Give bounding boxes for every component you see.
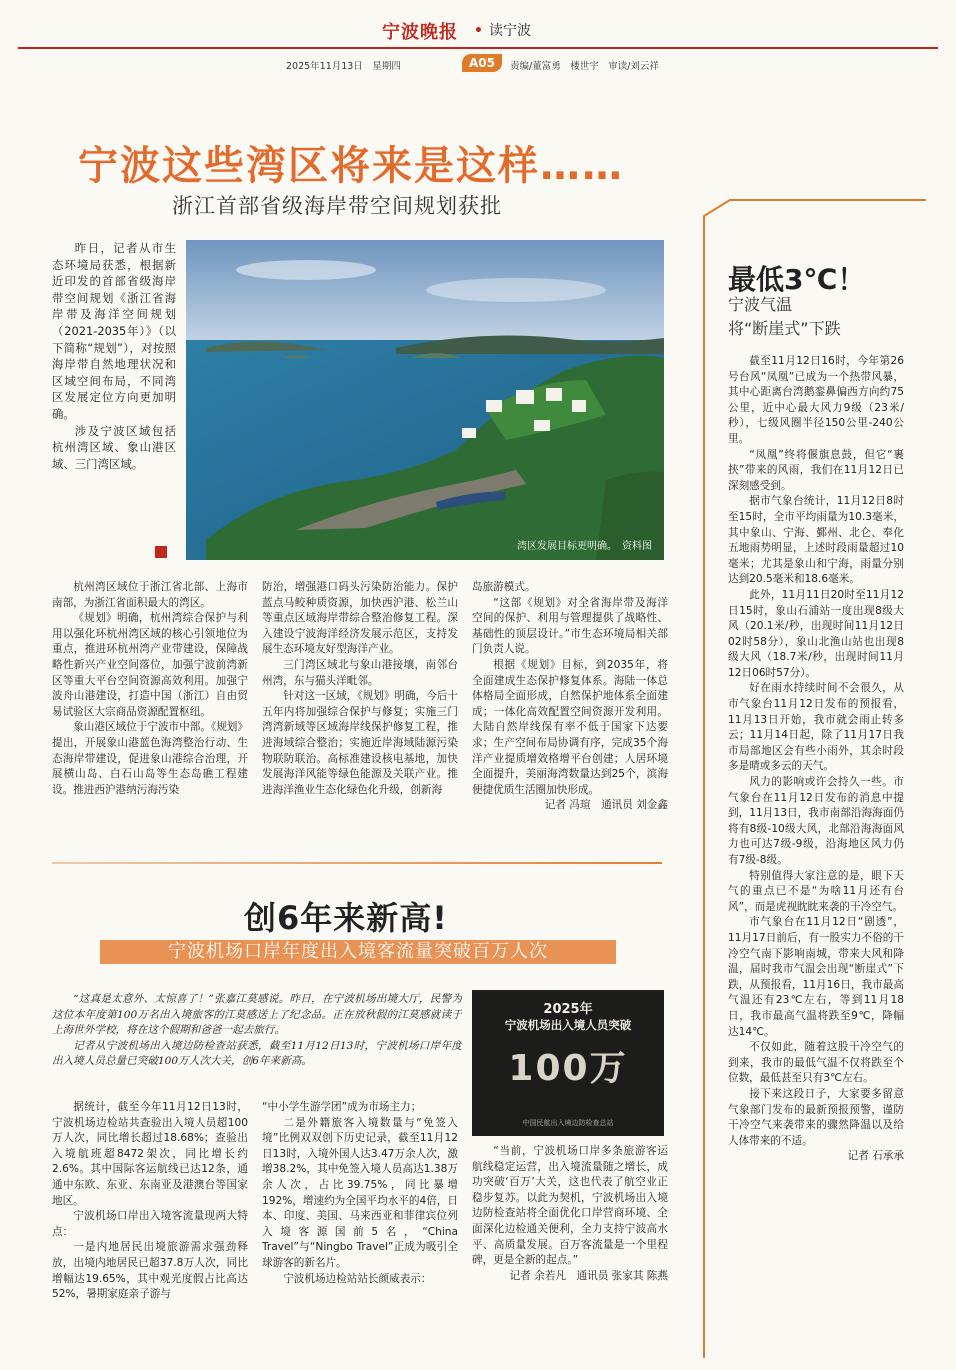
body-paragraph: 二是外籍旅客入境数量与“免签入境”比例双双创下历史记录，截至11月12日13时，入境外国人达3.47万余人次，激增38.2%，其中免签入境人员高达1.38万余人次，占比39.75%，同比暴增192%，增速约为全国平均水平的4倍，日本、印度、美国、马来西亚和菲律宾位列入境客源国前5名，“China Travel”与“Ningbo Travel”正成为吸引全球游客的新名片。 xyxy=(262,1116,458,1269)
poster-year: 2025年 xyxy=(543,1002,593,1017)
story-divider xyxy=(52,862,662,864)
body-paragraph: “凤凰”终将偃旗息鼓，但它“裹挟”带来的风雨，我们在11月12日已深刻感受到。 xyxy=(728,448,904,492)
body-paragraph: 据统计，截至今年11月12日13时，宁波机场边检站共查验出入境人员超100万人次，同比增长超过18.68%；查验出入境航班超8472架次，同比增长约2.6%。其中国际客运航线已达12条，通通中东欧、东亚、东南亚及港澳台等国家地区。 xyxy=(52,1101,248,1207)
story2-column-2 xyxy=(262,1100,458,1340)
body-paragraph: 截至11月12日16时，今年第26号台风“凤凰”已成为一个热带风暴，其中心距离台湾鹅銮鼻偏西方向约75公里，近中心最大风力9级（23米/秒），七级风圈半径150公里-240公里。 xyxy=(728,355,904,445)
body-paragraph: “当前，宁波机场口岸多条旅游客运航线稳定运营，出入境流量随之增长，成功突破‘百万’大关，这也代表了航空业正稳步复苏。以此为契机，宁波机场出入境边防检查站将全面优化口岸营商环境、全面深化边检通关便利，全力支持宁波高水平、高质量发展。百万客流量是一个里程碑，更是全新的起点。” xyxy=(472,1145,668,1267)
story2-column-1 xyxy=(52,1100,248,1340)
story2-column-3 xyxy=(472,1144,668,1344)
body-paragraph: 宁波机场口岸出入境客流量现两大特点： xyxy=(52,1210,248,1238)
sidebar-subheadline-1: 宁波气温 xyxy=(728,295,793,314)
page-number-badge: A05 xyxy=(462,54,502,72)
poster-line: 宁波机场出入境人员突破 xyxy=(504,1018,632,1032)
header-rule xyxy=(18,47,938,49)
body-paragraph: 市气象台在11月12日“剧透”，11月17日前后，有一股实力不俗的干冷空气南下影响南城，带来大风和降温，届时我市气温会出现“断崖式”下跌，从预报看，11月16日，我市最高气温还有23℃左右，等到11月18日，我市最高气温将跌至9℃，降幅达14℃。 xyxy=(728,916,904,1038)
sidebar-frame-line xyxy=(700,196,930,256)
milestone-poster-image xyxy=(472,990,664,1136)
body-paragraph: 杭州湾区域位于浙江省北部、上海市南部，为浙江省面积最大的湾区。 xyxy=(52,581,248,609)
section-label xyxy=(474,20,531,40)
body-paragraph: 一是内地居民出境旅游需求强劲释放，出境内地居民已超37.8万人次，同比增幅达19.65%，其中观光度假占比高达52%，暑期家庭亲子游与 xyxy=(52,1241,248,1301)
newspaper-logo: 宁波晚报 xyxy=(382,22,458,43)
sidebar-headline: 最低3℃！ xyxy=(728,263,866,296)
story1-headline: 宁波这些湾区将来是这样…… xyxy=(78,143,624,189)
sidebar-column xyxy=(728,354,904,1354)
body-paragraph: 不仅如此，随着这股干冷空气的到来，我市的最低气温不仅将跌至个位数，最低甚至只有3℃左右。 xyxy=(728,1041,904,1085)
body-paragraph: 宁波机场边检站站长颜威表示： xyxy=(283,1272,432,1285)
intro-paragraph: 涉及宁波区域包括杭州湾区域、象山港区域、三门湾区域。 xyxy=(52,423,176,471)
body-paragraph: 好在雨水持续时间不会很久，从市气象台11月12日发布的预报看，11月13日开始，我市就会雨止转多云；11月14日起，除了11月17日我市局部地区会有些小雨外，其余时段多是晴或多云的天气。 xyxy=(728,682,904,773)
body-paragraph: 针对这一区域，《规划》明确，今后十五年内将加强综合保护与修复；实施三门湾湾新域等区域海岸线保护修复工程，推进海域综合整治；实施近岸海域陆源污染物联防联治。高标准建设核电基地，加快发展海洋风能等绿色能源及关联产业。推进海洋渔业生态化绿色化升级，创新海 xyxy=(262,690,458,796)
sidebar-byline: 记者 石承承 xyxy=(847,1150,904,1163)
poster-footer: 中国民航出入境边防检查总站 xyxy=(522,1119,614,1127)
body-paragraph: 据市气象台统计，11月12日8时至15时，全市平均雨量为10.3毫米，其中象山、宁海、鄞州、北仑、奉化五地雨势明显，上述时段雨量超过10毫米；尤其是象山和宁海，雨量分别达到20.5毫米和18.6毫米。 xyxy=(728,495,904,586)
lead-paragraph: “这真是太意外、太惊喜了！”张嘉江莫感说。昨日，在宁波机场出境大厅，民警为这位本年度第100万名出入境旅客的江莫感送上了纪念品。正在放秋假的江莫感就读于上海世外学校，将在这个假期和爸爸一起去旅行。 xyxy=(52,993,462,1037)
body-paragraph: 根据《规划》目标，到2035年，将全面建成生态保护修复体系。海陆一体总体格局全面形成，自然保护地体系全面建成；一体化高效配置空间资源开发利用。大陆自然岸线保有率不低于国家下达要求；生产空间布局协调有序，完成35个海洋产业提质增效格增平台创建；人居环境全面提升，美丽海湾数量达到25个，滨海便捷优质生活圈加快形成。 xyxy=(472,658,668,796)
bullet-icon: • xyxy=(474,23,483,39)
body-paragraph: 特别值得大家注意的是，眼下天气的重点已不是“为啥11月还有台风”，而是虎视眈眈来袭的干冷空气。 xyxy=(728,869,904,913)
story2-byline: 记者 余若凡 通讯员 张家其 陈燕 xyxy=(509,1269,668,1282)
lead-paragraph: 记者从宁波机场出入境边防检查站获悉，截至11月12日13时，宁波机场口岸年度出入境人员总量已突破100万人次大关，创6年来新高。 xyxy=(52,1039,462,1068)
body-paragraph: 风力的影响或许会持久一些。市气象台在11月12日发布的消息中提到，11月13日，我市南部沿海海面仍将有8级-10级大风，北部沿海海面风力也可达7级-9级，沿海地区风力仍有7级-8级。 xyxy=(728,776,904,866)
story2-banner: 宁波机场口岸年度出入境客流量突破百万人次 xyxy=(100,940,616,964)
body-paragraph: 此外，11月11日20时至11月12日15时，象山石浦站一度出现8级大风（20.1米/秒，出现时间11月12日02时58分），象山北渔山站也出现8级大风（18.7米/秒，出现时间11月12日06时57分）。 xyxy=(728,588,904,679)
story1-byline: 记者 冯瑄 通讯员 刘金鑫 xyxy=(544,799,668,812)
body-paragraph: 岛旅游模式。 xyxy=(472,581,536,593)
section-name: 读宁波 xyxy=(488,23,531,39)
issue-date: 2025年11月13日 星期四 xyxy=(286,61,401,72)
editors-credit: 责编/董富勇 楼世宇 审读/刘云祥 xyxy=(510,61,659,72)
body-paragraph: 接下来这段日子，大家要多留意气象部门发布的最新预报预警，谨防干冷空气来袭带来的骤然降温以及给人体带来的不适。 xyxy=(728,1087,904,1147)
story2-lead xyxy=(52,992,462,1092)
body-paragraph: 《规划》明确，杭州湾综合保护与利用以强化环杭州湾区域的核心引领地位为重点，推进环杭州湾产业带建设，保障战略性新兴产业空间落位，加强宁波前湾新区等重大平台空间资源高效利用。加强宁波舟山港建设，打造中国（浙江）自由贸易试验区大宗商品资源配置枢纽。 xyxy=(52,612,248,718)
story1-column-2 xyxy=(262,580,458,840)
story2-headline: 创6年来新高! xyxy=(244,899,448,937)
sidebar-rule xyxy=(703,254,705,1358)
story1-subheadline: 浙江首部省级海岸带空间规划获批 xyxy=(172,194,502,218)
story1-column-1 xyxy=(52,580,248,840)
body-paragraph: 三门湾区域北与象山港接壤，南邻台州湾，东与猫头洋毗邻。 xyxy=(262,658,458,687)
sidebar-subheadline-2: 将“断崖式”下跌 xyxy=(728,319,841,338)
body-paragraph: 防治，增强港口码头污染防治能力。保护蓝点马鲛种质资源，加快西沪港、松兰山等重点区域海岸带综合整治修复工程。深入建设宁波海洋经济发展示范区，支持发展生态环境友好型海洋产业。 xyxy=(262,581,458,656)
story1-column-3 xyxy=(472,580,668,844)
intro-paragraph: 昨日，记者从市生态环境局获悉，根据新近印发的首部省级海岸带空间规划《浙江省海岸带及海洋空间规划（2021-2035年）》（以下简称“规划”），对按照海岸带自然地理状况和区域空间布局，不同湾区发展定位方向更加明确。 xyxy=(52,241,176,421)
poster-figure: 100万 xyxy=(508,1048,628,1089)
photo-caption: 湾区发展目标更明确。 资料图 xyxy=(517,541,652,552)
story1-intro xyxy=(52,240,176,540)
coastal-island-photo xyxy=(186,240,664,560)
body-paragraph: “这部《规划》对全省海岸带及海洋空间的保护、利用与管理提供了战略性、基础性的顶层设计。”市生态环境局相关部门负责人说。 xyxy=(472,596,668,656)
island-illustration xyxy=(186,240,664,560)
body-paragraph: 象山港区域位于宁波市中部。《规划》提出，开展象山港蓝色海湾整治行动、生态海岸带建设，促进象山港综合治理，开展横山岛、白石山岛等生态岛礁工程建设。推进西沪港纳污海汚染 xyxy=(52,721,248,796)
body-paragraph: “中小学生游学团”成为市场主力； xyxy=(262,1101,422,1113)
section-marker-icon xyxy=(155,546,167,558)
